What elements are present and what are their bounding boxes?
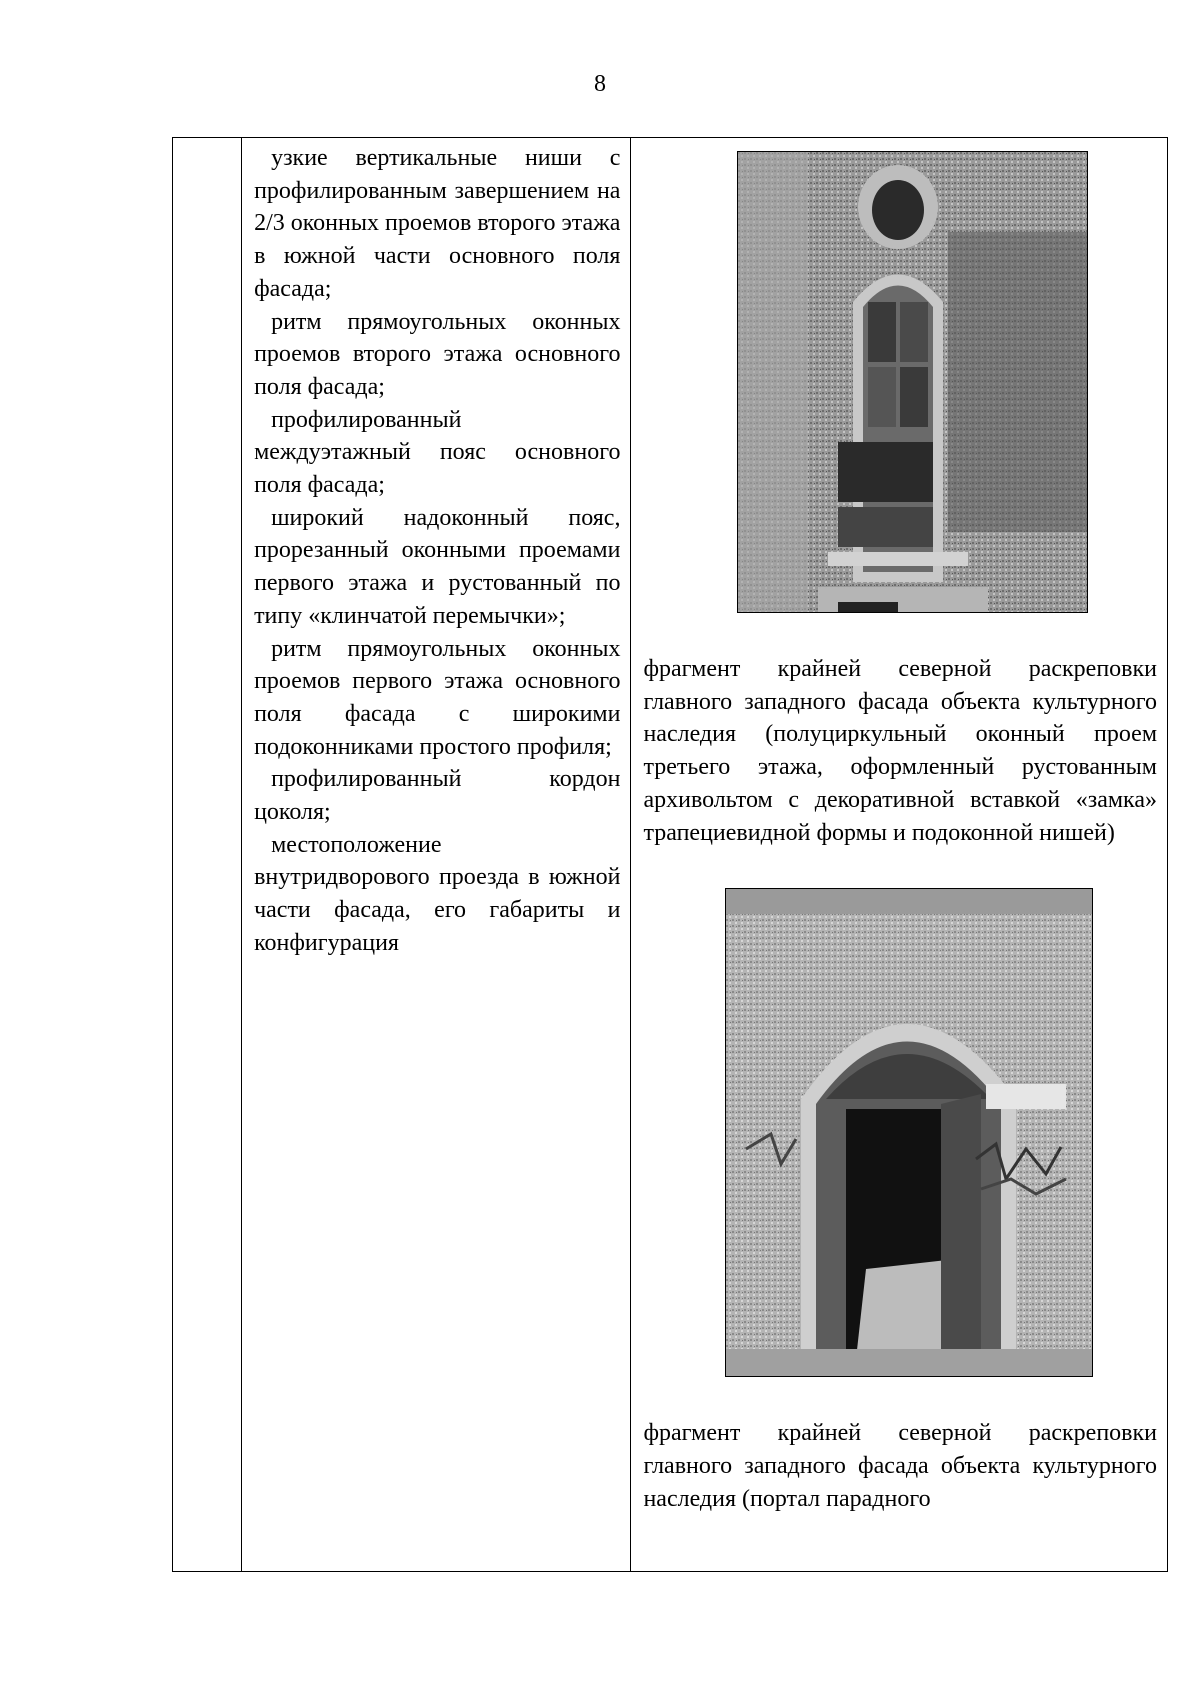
features-cell (242, 138, 631, 1572)
photo-caption: фрагмент крайней северной раскреповки главного западного фасада объекта культурного наследия (портал парадного (643, 1420, 1157, 1512)
page-number: 8 (594, 71, 606, 97)
number-cell (173, 138, 242, 1572)
feature-item: ритм прямоугольных оконных проемов второго этажа основного поля фасада; (254, 308, 621, 400)
table-row (173, 138, 1168, 1572)
feature-item: широкий надоконный пояс, прорезанный оконными проемами первого этажа и рустованный по типу «клинчатой перемычки»; (254, 504, 621, 629)
feature-item: ритм прямоугольных оконных проемов первого этажа основного поля фасада с широкими подоконниками простого профиля; (254, 635, 621, 760)
feature-item: узкие вертикальные ниши с профилированным завершением на 2/3 оконных проемов второго этажа в южной части основного поля фасада; (254, 145, 621, 302)
feature-item: профилированный междуэтажный пояс основного поля фасада; (254, 406, 621, 499)
facade-window-photo (737, 151, 1088, 613)
photo-caption: фрагмент крайней северной раскреповки главного западного фасада объекта культурного наследия (полуциркульный оконный проем третьего этажа, оформленный рустованным архивольтом с декоративной вставкой «замка» трапециевидной формы и подоконной нишей) (643, 656, 1157, 846)
features-table (172, 137, 1168, 1572)
feature-item: профилированный кордон цоколя; (254, 766, 621, 826)
feature-item: местоположение внутридворового проезда в южной части фасада, его габариты и конфигурация (254, 831, 621, 956)
photos-cell (631, 138, 1168, 1572)
arched-portal-photo (725, 888, 1093, 1377)
